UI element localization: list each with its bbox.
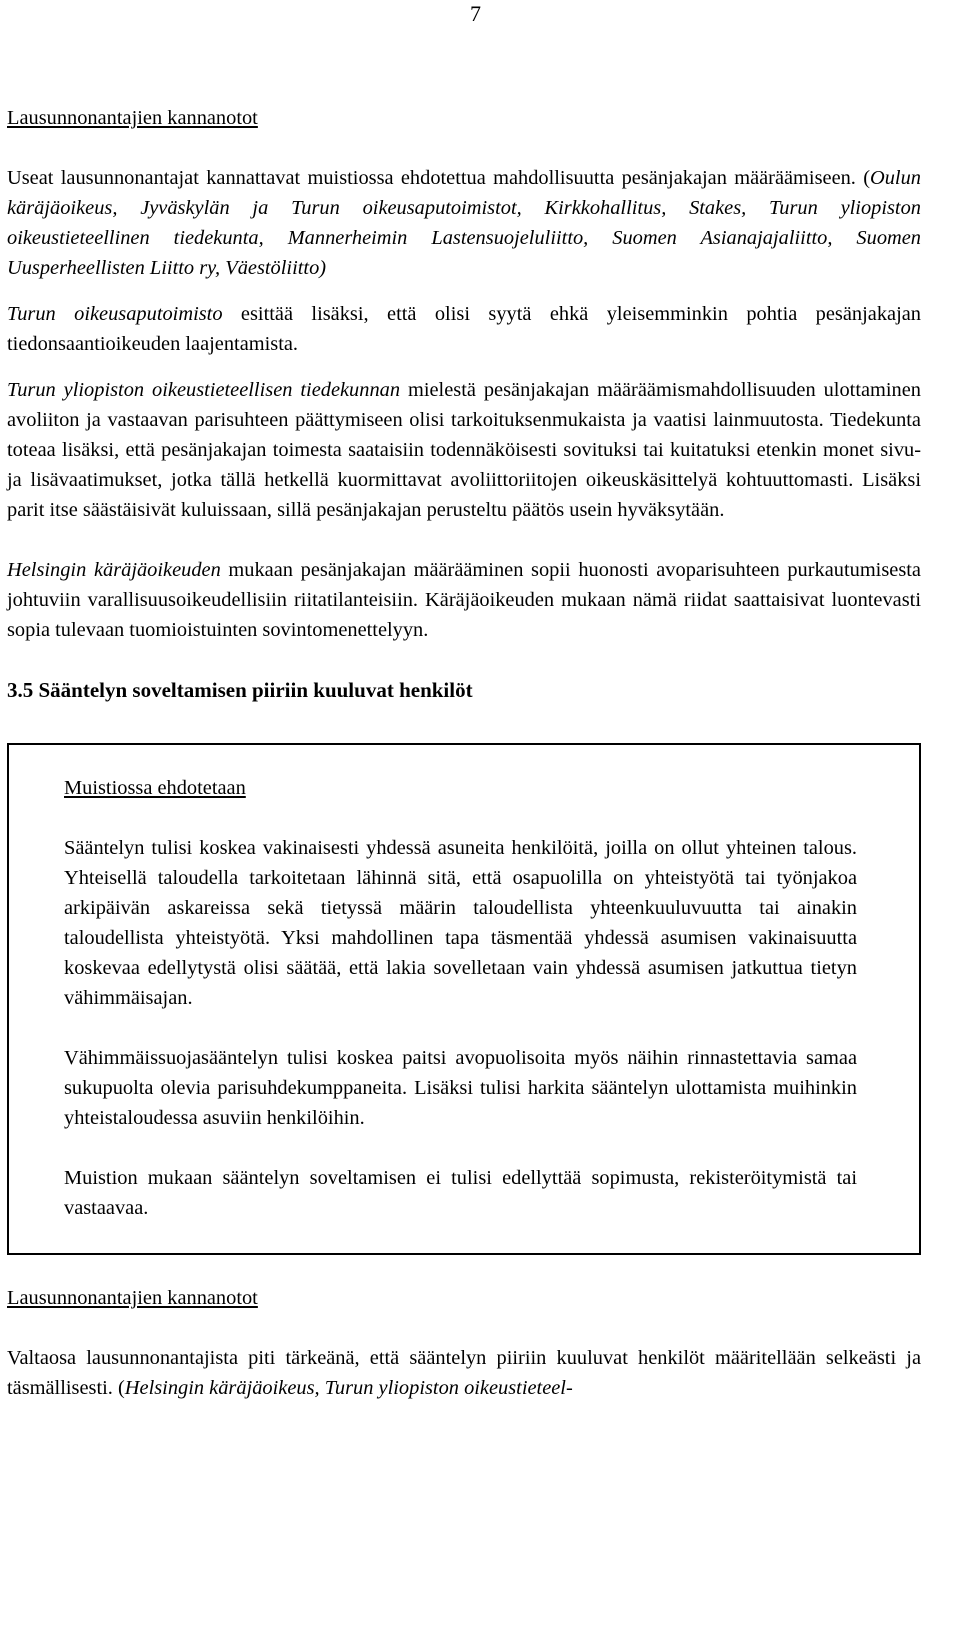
paragraph-italic-source: Turun oikeusaputoimisto	[7, 303, 223, 325]
document-body	[7, 103, 921, 1433]
paragraph-italic-sources: Helsingin käräjäoikeus, Turun yliopiston oikeustieteel-	[124, 1377, 573, 1399]
page-number: 7	[470, 1, 481, 26]
paragraph-text: esittää lisäksi, että olisi syytä ehkä yleisemminkin pohtia pesänjakajan tiedonsaantioikeuden laajentamista.	[7, 303, 921, 355]
paragraph-text: mielestä pesänjakajan määräämismahdollisuuden ulottaminen avoliiton ja vastaavan parisuhteen päättymiseen olisi tarkoituksenmukaista ja vaatisi lainmuutosta. Tiedekunta toteaa lisäksi, että pesänjakajan toimesta saataisiin todennäköisesti sovituksi tai kuitatuksi etenkin monet sivu- ja lisävaatimukset, jotka tällä hetkellä kuormittavat avoliittoriitojen oikeuskäsittelyä kohtuuttomasti. Lisäksi parit itse säästäisivät kuluissaan, sillä pesänjakajan perusteltu päätös usein hyväksytään.	[7, 379, 922, 521]
proposal-box	[7, 743, 921, 1255]
paragraph-helsinki-court	[7, 555, 921, 645]
paragraph-majority	[7, 1343, 921, 1403]
paragraph-text: Useat lausunnonantajat kannattavat muistiossa ehdotettua mahdollisuutta pesänjakajan määräämiseen. (	[7, 167, 871, 189]
proposal-paragraph-3: Muistion mukaan sääntelyn soveltamisen ei tulisi edellyttää sopimusta, rekisteröitymistä tai vastaavaa.	[64, 1167, 857, 1219]
paragraph-turku-university	[7, 375, 921, 525]
proposal-paragraph-1: Sääntelyn tulisi koskea vakinaisesti yhdessä asuneita henkilöitä, joilla on ollut yhteinen talous. Yhteisellä taloudella tarkoitetaan lähinnä sitä, että osapuolilla on yhteistyötä tai työnjakoa arkipäivän askareissa sekä tietyssä määrin taloudellista yhteenkuuluvuutta tai ainakin taloudellista yhteistyötä. Yksi mahdollinen tapa täsmentää yhdessä asumisen vakinaisuutta koskevaa edellytystä olisi säätää, että lakia sovelletaan vain yhdessä asumisen jatkuttua tietyn vähimmäisajan.	[64, 837, 857, 1009]
paragraph-text: mukaan pesänjakajan määrääminen sopii huonosti avoparisuhteen purkautumisesta johtuviin varallisuusoikeudellisiin riitatilanteisiin. Käräjäoikeuden mukaan nämä riidat saattaisivat luontevasti sopia tulevaan tuomioistuinten sovintomenettelyyn.	[7, 559, 921, 641]
paragraph-italic-sources: Oulun käräjäoikeus, Jyväskylän ja Turun oikeusaputoimistot, Kirkkohallitus, Stakes, Turun yliopiston oikeustieteellinen tiedekunta, Mannerheimin Lastensuojeluliitto, Suomen Asianajajaliitto, Suomen Uusperheellisten Liitto ry, Väestöliitto)	[7, 167, 921, 279]
section-heading-statements-2: Lausunnonantajien kannanotot	[7, 1287, 258, 1309]
paragraph-italic-source: Turun yliopiston oikeustieteellisen tiedekunnan	[7, 379, 401, 401]
paragraph-support	[7, 163, 921, 283]
section-title: 3.5 Sääntelyn soveltamisen piiriin kuuluvat henkilöt	[7, 678, 473, 702]
paragraph-italic-source: Helsingin käräjäoikeuden	[7, 559, 221, 581]
paragraph-turku-legal-aid	[7, 299, 921, 359]
section-heading-statements: Lausunnonantajien kannanotot	[7, 107, 258, 129]
paragraph-text: Valtaosa lausunnonantajista piti tärkeänä, että sääntelyn piiriin kuuluvat henkilöt määritellään selkeästi ja täsmällisesti. (	[7, 1347, 921, 1399]
proposal-paragraph-2: Vähimmäissuojasääntelyn tulisi koskea paitsi avopuolisoita myös näihin rinnastettavia samaa sukupuolta olevia parisuhdekumppaneita. Lisäksi tulisi harkita sääntelyn ulottamista muihinkin yhteistaloudessa asuviin henkilöihin.	[64, 1047, 857, 1129]
proposal-box-heading: Muistiossa ehdotetaan	[64, 777, 246, 799]
